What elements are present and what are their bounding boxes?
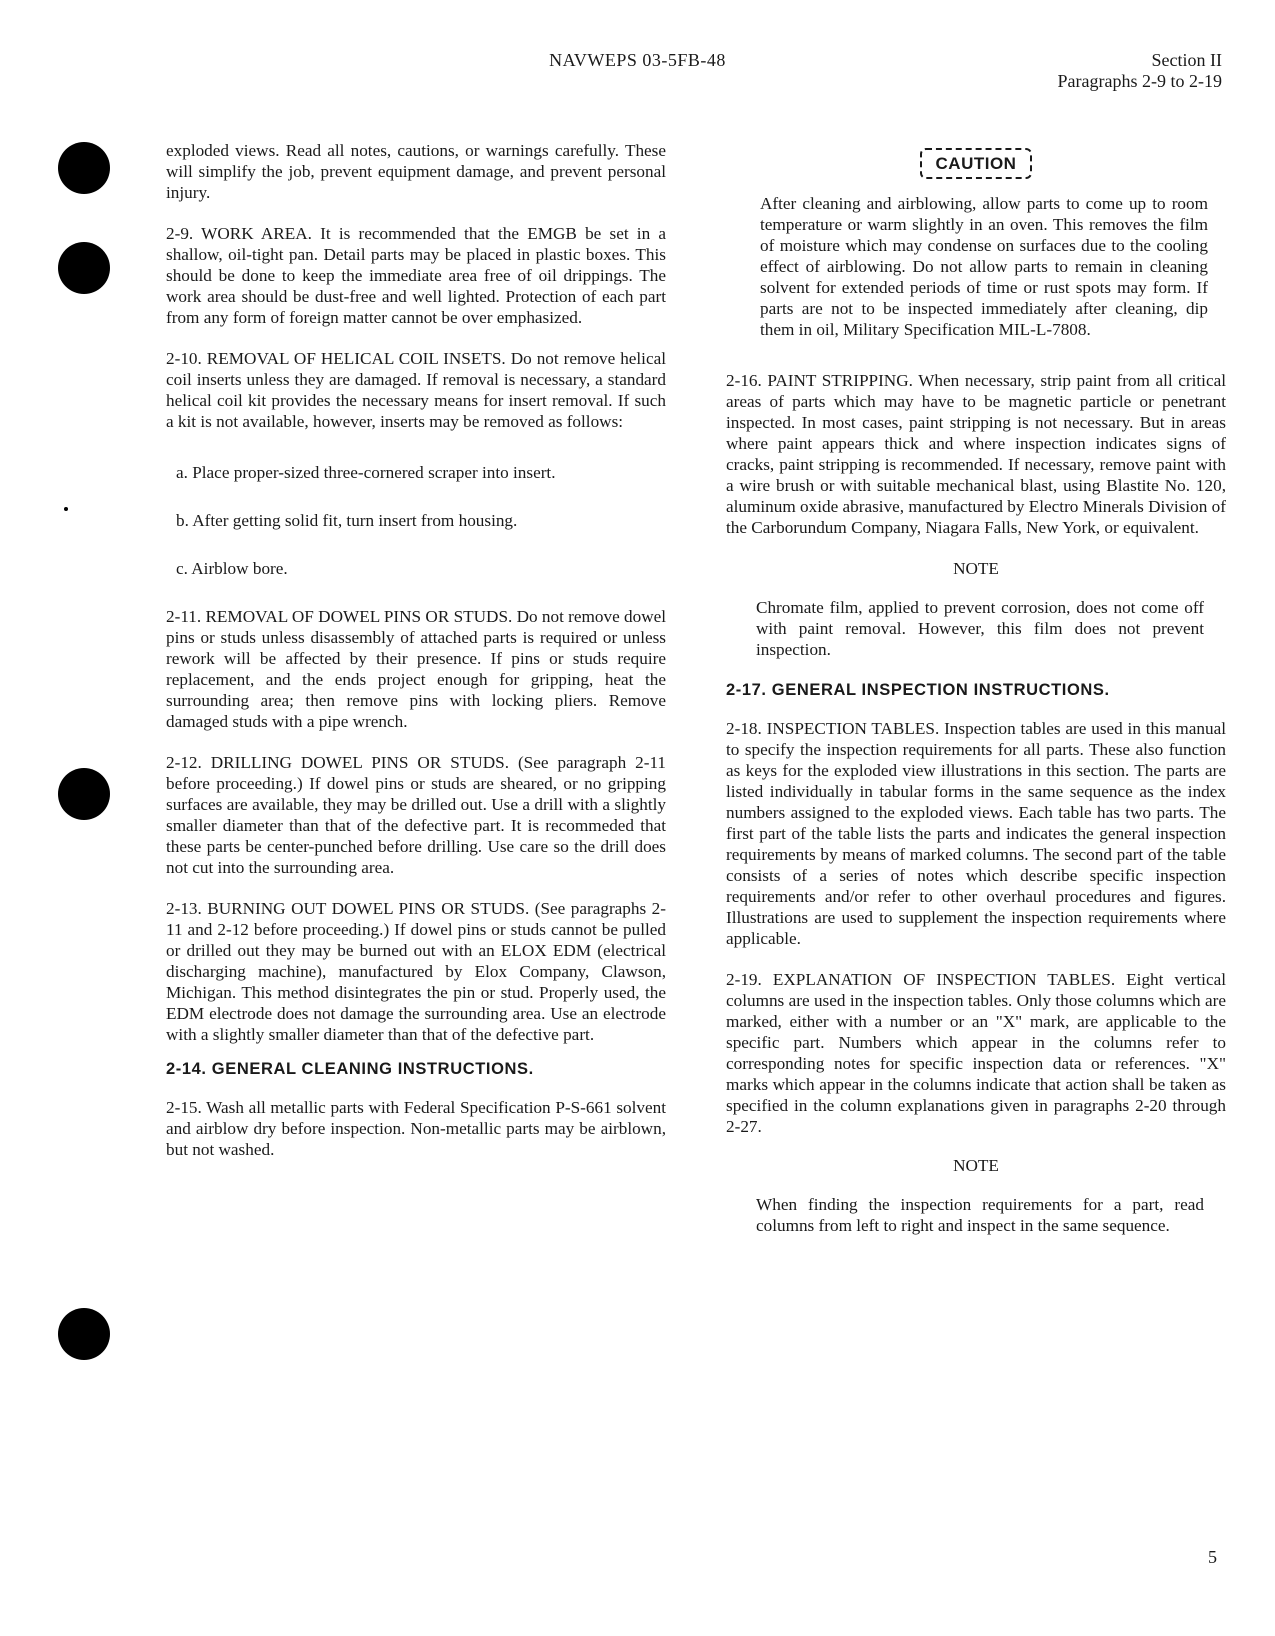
left-column (166, 140, 666, 1180)
right-column (726, 140, 1226, 1256)
punch-hole (58, 142, 110, 194)
punch-hole (58, 768, 110, 820)
paragraph-2-11: 2-11. REMOVAL OF DOWEL PINS OR STUDS. Do not remove dowel pins or studs unless disassembly of attached parts is required or unless rework will be affected by their presence. If pins or studs require replacement, and the ends project enough for gripping, heat the surrounding area; then remove pins with locking pliers. Remove damaged studs with a pipe wrench. (166, 607, 667, 731)
section-label: Section II (1151, 50, 1222, 70)
paragraph-2-13: 2-13. BURNING OUT DOWEL PINS OR STUDS. (See paragraphs 2-11 and 2-12 before proceeding.) If dowel pins or studs cannot be pulled or drilled out they may be burned out with an ELOX EDM (electrical discharging machine), manufactured by Elox Company, Clawson, Michigan. This method disintegrates the pin or stud. Properly used, the EDM electrode does not damage the surrounding area. Use an electrode with a slightly smaller diameter than that of the defective part. (166, 899, 666, 1044)
note-label: NOTE (953, 1156, 999, 1175)
step-a: a. Place proper-sized three-cornered scraper into insert. (176, 463, 556, 482)
paragraph-2-18: 2-18. INSPECTION TABLES. Inspection tables are used in this manual to specify the inspection requirements for all parts. These also function as keys for the exploded view illustrations in this section. The parts are listed individually in tabular forms in the same sequence as the index numbers assigned to the exploded views. Each table has two parts. The first part of the table lists the parts and indicates the general inspection requirements by means of marked columns. The second part of the table consists of a series of notes which describe specific inspection requirements and/or refer to other overhaul procedures and figures. Illustrations are used to supplement the inspection requirements where applicable. (726, 719, 1226, 948)
punch-hole (58, 242, 110, 294)
caution-text: After cleaning and airblowing, allow parts to come up to room temperature or warm slightly in an oven. This removes the film of moisture which may condense on surfaces due to the cooling effect of airblowing. Do not allow parts to remain in cleaning solvent for extended periods of time or rust spots may form. If parts are not to be inspected immediately after cleaning, dip them in oil, Military Specification MIL-L-7808. (760, 194, 1208, 339)
step-b: b. After getting solid fit, turn insert from housing. (176, 511, 518, 530)
paragraph-range: Paragraphs 2-9 to 2-19 (1057, 71, 1222, 91)
heading-2-14: 2-14. GENERAL CLEANING INSTRUCTIONS. (166, 1060, 534, 1078)
step-c: c. Airblow bore. (176, 559, 288, 578)
intro-paragraph: exploded views. Read all notes, cautions, or warnings carefully. These will simplify the job, prevent equipment damage, and prevent personal injury. (166, 141, 666, 202)
paragraph-2-10: 2-10. REMOVAL OF HELICAL COIL INSETS. Do not remove helical coil inserts unless they are damaged. If removal is necessary, a standard helical coil kit provides the necessary means for insert removal. If such a kit is not available, however, inserts may be removed as follows: (166, 349, 666, 431)
paragraph-2-19: 2-19. EXPLANATION OF INSPECTION TABLES. Eight vertical columns are used in the inspection tables. Only those columns which are marked, either with a number or an "X" mark, are applicable to the specific part. Numbers which appear in the columns refer to corresponding notes for specific inspection data or references. "X" marks which appear in the columns indicate that action shall be taken as specified in the column explanations given in paragraphs 2-20 through 2-27. (726, 970, 1226, 1136)
paragraph-2-12: 2-12. DRILLING DOWEL PINS OR STUDS. (See paragraph 2-11 before proceeding.) If dowel pins or studs are sheared, or no gripping surfaces are available, they may be drilled out. Use a drill with a slightly smaller diameter than that of the defective part. It is recommeded that these parts be center-punched before drilling. Use care so the drill does not cut into the surrounding area. (166, 753, 666, 877)
caution-label: CAUTION (920, 148, 1033, 179)
document-number: NAVWEPS 03-5FB-48 (549, 50, 726, 70)
note-text: When finding the inspection requirements for a part, read columns from left to right and inspect in the same sequence. (756, 1195, 1204, 1235)
page-number: 5 (1208, 1547, 1217, 1567)
paragraph-2-9: 2-9. WORK AREA. It is recommended that the EMGB be set in a shallow, oil-tight pan. Detail parts may be placed in plastic boxes. This should be done to keep the immediate area free of oil drippings. The work area should be dust-free and well lighted. Protection of each part from any form of foreign matter cannot be over emphasized. (166, 224, 666, 327)
section-header (1058, 50, 1222, 92)
heading-2-17: 2-17. GENERAL INSPECTION INSTRUCTIONS. (726, 681, 1110, 699)
paragraph-2-15: 2-15. Wash all metallic parts with Federal Specification P-S-661 solvent and airblow dry before inspection. Non-metallic parts may be airblown, but not washed. (166, 1098, 666, 1159)
margin-mark (64, 507, 68, 511)
note-text: Chromate film, applied to prevent corrosion, does not come off with paint removal. However, this film does not prevent inspection. (756, 598, 1204, 659)
note-label: NOTE (953, 559, 999, 578)
caution-box (726, 148, 1226, 179)
punch-hole (58, 1308, 110, 1360)
paragraph-2-16: 2-16. PAINT STRIPPING. When necessary, strip paint from all critical areas of parts which may have to be magnetic particle or penetrant inspected. In most cases, paint stripping is not necessary. But in areas where paint appears thick and where inspection indicates signs of cracks, paint stripping is recommended. If necessary, remove paint with a wire brush or with suitable mechanical blast, using Blastite No. 120, aluminum oxide abrasive, manufactured by Electro Minerals Division of the Carborundum Company, Niagara Falls, New York, or equivalent. (726, 371, 1226, 537)
